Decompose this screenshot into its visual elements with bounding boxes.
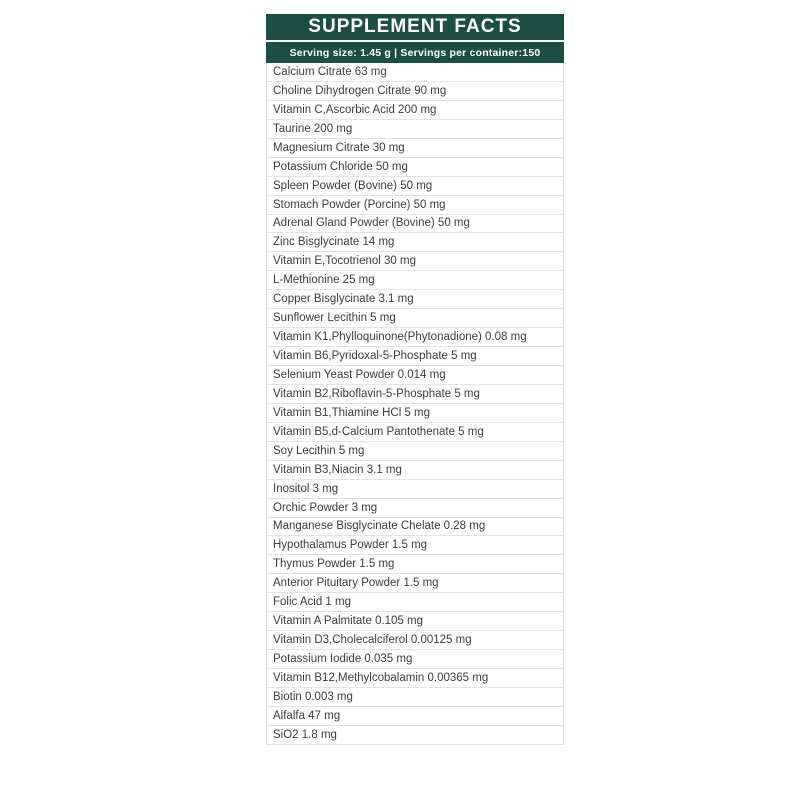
table-row: Vitamin B1,Thiamine HCl 5 mg xyxy=(267,404,563,423)
table-row: Folic Acid 1 mg xyxy=(267,593,563,612)
table-row: Sunflower Lecithin 5 mg xyxy=(267,309,563,328)
table-row: Vitamin C,Ascorbic Acid 200 mg xyxy=(267,101,563,120)
table-row: Vitamin K1,Phylloquinone(Phytonadione) 0.08 mg xyxy=(267,328,563,347)
table-row: Thymus Powder 1.5 mg xyxy=(267,555,563,574)
table-row: Vitamin B2,Riboflavin-5-Phosphate 5 mg xyxy=(267,385,563,404)
table-row: Stomach Powder (Porcine) 50 mg xyxy=(267,196,563,215)
table-row: Choline Dihydrogen Citrate 90 mg xyxy=(267,82,563,101)
table-row: Adrenal Gland Powder (Bovine) 50 mg xyxy=(267,215,563,234)
table-row: Vitamin A Palmitate 0.105 mg xyxy=(267,612,563,631)
table-row: Taurine 200 mg xyxy=(267,120,563,139)
table-row: Orchic Powder 3 mg xyxy=(267,499,563,518)
table-row: Hypothalamus Powder 1.5 mg xyxy=(267,536,563,555)
table-row: Spleen Powder (Bovine) 50 mg xyxy=(267,177,563,196)
panel-title: SUPPLEMENT FACTS xyxy=(308,16,522,37)
table-row: Biotin 0.003 mg xyxy=(267,688,563,707)
table-row: Vitamin B3,Niacin 3.1 mg xyxy=(267,461,563,480)
table-row: Manganese Bisglycinate Chelate 0.28 mg xyxy=(267,518,563,537)
table-row: Inositol 3 mg xyxy=(267,480,563,499)
table-row: Vitamin B6,Pyridoxal-5-Phosphate 5 mg xyxy=(267,347,563,366)
table-row: Copper Bisglycinate 3.1 mg xyxy=(267,290,563,309)
table-row: Vitamin B12,Methylcobalamin 0.00365 mg xyxy=(267,669,563,688)
table-row: Zinc Bisglycinate 14 mg xyxy=(267,233,563,252)
table-row: SiO2 1.8 mg xyxy=(267,726,563,745)
table-row: Selenium Yeast Powder 0.014 mg xyxy=(267,366,563,385)
table-row: Calcium Citrate 63 mg xyxy=(267,63,563,82)
table-row: Vitamin B5,d-Calcium Pantothenate 5 mg xyxy=(267,423,563,442)
table-row: Magnesium Citrate 30 mg xyxy=(267,139,563,158)
table-row: Anterior Pituitary Powder 1.5 mg xyxy=(267,574,563,593)
table-row: Vitamin D3,Cholecalciferol 0.00125 mg xyxy=(267,631,563,650)
table-row: L-Methionine 25 mg xyxy=(267,271,563,290)
ingredient-rows xyxy=(266,63,564,745)
panel-header xyxy=(266,14,564,63)
table-row: Potassium Chloride 50 mg xyxy=(267,158,563,177)
serving-info: Serving size: 1.45 g | Servings per container:150 xyxy=(289,46,541,59)
table-row: Alfalfa 47 mg xyxy=(267,707,563,726)
table-row: Soy Lecithin 5 mg xyxy=(267,442,563,461)
table-row: Vitamin E,Tocotrienol 30 mg xyxy=(267,252,563,271)
supplement-facts-panel xyxy=(266,14,564,745)
table-row: Potassium Iodide 0.035 mg xyxy=(267,650,563,669)
